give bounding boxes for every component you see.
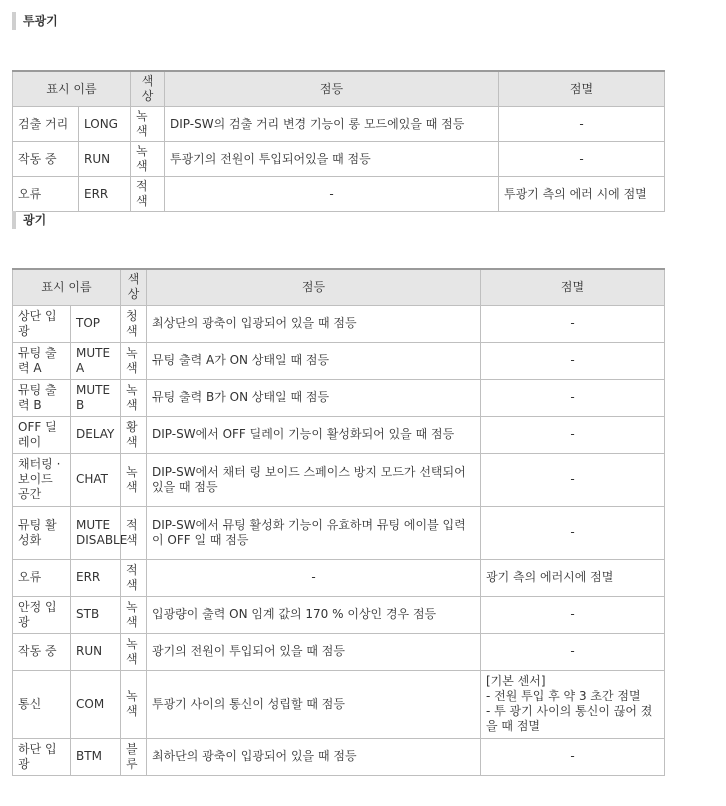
table-row [13,596,665,633]
indicator-on: - [165,177,499,212]
indicator-code: CHAT [71,453,121,506]
indicator-blink: [기본 센서] - 전원 투입 후 약 3 초간 점멸 - 투 광기 사이의 통신이 끊어 졌을 때 점멸 [481,670,665,738]
indicator-color: 황색 [121,416,147,453]
indicator-color: 녹색 [121,379,147,416]
table-row [13,342,665,379]
indicator-on: 입광량이 출력 ON 임계 값의 170 % 이상인 경우 점등 [147,596,481,633]
indicator-blink: - [481,596,665,633]
indicator-on: 뮤팅 출력 A가 ON 상태일 때 점등 [147,342,481,379]
indicator-name: OFF 딜레이 [13,416,71,453]
indicator-code: MUTE B [71,379,121,416]
indicator-code: TOP [71,305,121,342]
indicator-blink: 투광기 측의 에러 시에 점멸 [499,177,665,212]
indicator-color: 적색 [131,177,165,212]
table-row [13,305,665,342]
emitter-indicator-table [12,70,665,212]
indicator-code: ERR [71,559,121,596]
indicator-color: 녹색 [121,633,147,670]
table-row [13,633,665,670]
indicator-name: 상단 입광 [13,305,71,342]
indicator-blink: - [481,342,665,379]
table-row [13,379,665,416]
indicator-code: DELAY [71,416,121,453]
indicator-on: 최상단의 광축이 입광되어 있을 때 점등 [147,305,481,342]
indicator-on: 투광기 사이의 통신이 성립할 때 점등 [147,670,481,738]
table-row [13,107,665,142]
indicator-name: 뮤팅 활성화 [13,506,71,559]
indicator-color: 녹색 [131,107,165,142]
indicator-blink: - [481,379,665,416]
indicator-blink: - [481,506,665,559]
indicator-color: 녹색 [131,142,165,177]
indicator-on: 광기의 전원이 투입되어 있을 때 점등 [147,633,481,670]
indicator-code: ERR [79,177,131,212]
indicator-code: RUN [79,142,131,177]
indicator-name: 통신 [13,670,71,738]
indicator-blink: 광기 측의 에러시에 점멸 [481,559,665,596]
table-row [13,142,665,177]
header-on: 점등 [147,269,481,305]
indicator-on: 투광기의 전원이 투입되어있을 때 점등 [165,142,499,177]
table-row [13,453,665,506]
indicator-name: 작동 중 [13,142,79,177]
table-row [13,559,665,596]
header-on: 점등 [165,71,499,107]
table-row [13,177,665,212]
indicator-name: 하단 입광 [13,738,71,775]
header-blink: 점멸 [499,71,665,107]
table-row [13,506,665,559]
indicator-name: 안정 입광 [13,596,71,633]
table-row [13,416,665,453]
indicator-name: 오류 [13,177,79,212]
indicator-blink: - [481,738,665,775]
indicator-code: COM [71,670,121,738]
indicator-color: 청색 [121,305,147,342]
indicator-color: 블루 [121,738,147,775]
table-row [13,670,665,738]
indicator-color: 적색 [121,506,147,559]
table-row [13,738,665,775]
indicator-blink: - [481,633,665,670]
indicator-blink: - [481,305,665,342]
indicator-code: MUTE A [71,342,121,379]
indicator-blink: - [481,453,665,506]
indicator-blink: - [499,107,665,142]
indicator-name: 검출 거리 [13,107,79,142]
section-title-receiver: 광기 [12,211,46,229]
indicator-on: DIP-SW에서 채터 링 보이드 스페이스 방지 모드가 선택되어 있을 때 점등 [147,453,481,506]
indicator-code: BTM [71,738,121,775]
indicator-name: 작동 중 [13,633,71,670]
indicator-on: DIP-SW의 검출 거리 변경 기능이 롱 모드에있을 때 점등 [165,107,499,142]
indicator-code: RUN [71,633,121,670]
indicator-color: 녹색 [121,453,147,506]
indicator-on: - [147,559,481,596]
header-color: 색상 [121,269,147,305]
indicator-name: 뮤팅 출력 A [13,342,71,379]
indicator-color: 녹색 [121,670,147,738]
indicator-color: 녹색 [121,596,147,633]
indicator-on: DIP-SW에서 뮤팅 활성화 기능이 유효하며 뮤팅 에이블 입력이 OFF 일 때 점등 [147,506,481,559]
header-blink: 점멸 [481,269,665,305]
indicator-code: MUTE DISABLE [71,506,121,559]
indicator-on: DIP-SW에서 OFF 딜레이 기능이 활성화되어 있을 때 점등 [147,416,481,453]
indicator-on: 뮤팅 출력 B가 ON 상태일 때 점등 [147,379,481,416]
header-display-name: 표시 이름 [13,71,131,107]
indicator-color: 적색 [121,559,147,596]
indicator-code: LONG [79,107,131,142]
indicator-code: STB [71,596,121,633]
header-display-name: 표시 이름 [13,269,121,305]
indicator-name: 뮤팅 출력 B [13,379,71,416]
indicator-name: 오류 [13,559,71,596]
header-color: 색상 [131,71,165,107]
indicator-on: 최하단의 광축이 입광되어 있을 때 점등 [147,738,481,775]
indicator-blink: - [481,416,665,453]
receiver-indicator-table [12,268,665,776]
indicator-blink: - [499,142,665,177]
indicator-color: 녹색 [121,342,147,379]
section-title-emitter: 투광기 [12,12,58,30]
indicator-name: 채터링 · 보이드 공간 [13,453,71,506]
